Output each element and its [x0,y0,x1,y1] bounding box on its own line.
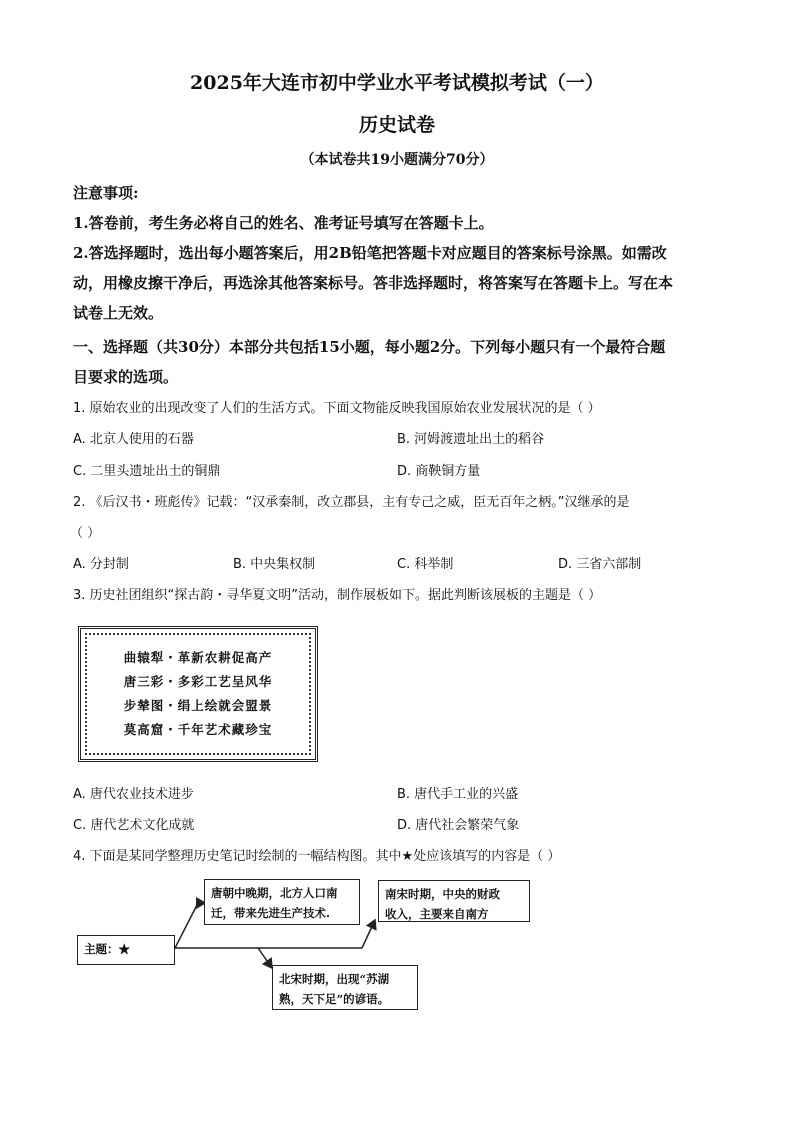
question-2-stem: 2. 《后汉书・班彪传》记载：“汉承秦制，改立郡县，主有专己之威，臣无百年之柄。”汉继承的是 [73,495,630,510]
section-line-1: 一、选择题（共30分）本部分共包括15小题，每小题2分。下列每小题只有一个最符合题 [73,338,666,356]
tang-line-1: 唐朝中晚期，北方人口南 [211,886,338,900]
notes-item-2-line-3: 试卷上无效。 [73,304,164,322]
question-3-option-b: B. 唐代手工业的兴盛 [397,787,519,802]
southern-song-box [378,880,530,922]
question-1-option-b: B. 河姆渡遗址出土的稻谷 [397,432,545,447]
question-2-option-b: B. 中央集权制 [233,557,316,572]
question-3-stem: 3. 历史社团组织“探古韵・寻华夏文明”活动，制作展板如下。据此判断该展板的主题是（ ） [73,588,602,603]
southern-song-line-2: 收入，主要来自南方 [385,907,489,921]
question-3-option-c: C. 唐代艺术文化成就 [73,818,195,833]
section-line-2: 目要求的选项。 [73,368,179,386]
exam-subject: 历史试卷 [358,114,435,136]
question-3-option-a: A. 唐代农业技术进步 [73,787,194,802]
northern-song-box [272,965,418,1010]
tang-dynasty-box [204,879,360,925]
tang-line-2: 迁，带来先进生产技术. [211,906,331,920]
question-4-stem: 4. 下面是某同学整理历史笔记时绘制的一幅结构图。其中★处应该填写的内容是（ ） [73,849,561,864]
notes-item-2-line-2: 动，用橡皮擦干净后，再选涂其他答案标号。答非选择题时，将答案写在答题卡上。写在本 [73,274,674,292]
question-1-option-a: A. 北京人使用的石器 [73,432,194,447]
notes-heading: 注意事项: [73,184,139,202]
board-line-4: 莫高窟・千年艺术藏珍宝 [123,722,273,737]
question-2-option-c: C. 科举制 [397,557,454,572]
question-1-stem: 1. 原始农业的出现改变了人们的生活方式。下面文物能反映我国原始农业发展状况的是（ ） [73,401,601,416]
exam-note: （本试卷共19小题满分70分） [300,152,494,168]
board-line-2: 唐三彩・多彩工艺呈风华 [123,674,273,689]
question-1-option-d: D. 商鞅铜方量 [397,464,481,479]
board-line-3: 步辇图・绢上绘就会盟景 [123,698,273,713]
northern-song-line-1: 北宋时期，出现“苏湖 [279,972,390,986]
topic-label: 主题：★ [84,942,130,956]
notes-item-2-line-1: 2.答选择题时，选出每小题答案后，用2B铅笔把答题卡对应题目的答案标号涂黑。如需改 [73,244,667,262]
exam-title: 2025年大连市初中学业水平考试模拟考试（一） [190,72,604,94]
question-1-option-c: C. 二里头遗址出土的铜鼎 [73,464,221,479]
northern-song-line-2: 熟，天下足”的谚语。 [279,992,390,1006]
southern-song-line-1: 南宋时期，中央的财政 [385,887,500,901]
question-2-option-d: D. 三省六部制 [558,557,642,572]
question-2-option-a: A. 分封制 [73,557,129,572]
board-line-1: 曲辕犁・革新农耕促高产 [123,650,273,665]
notes-item-1: 1.答卷前，考生务必将自己的姓名、准考证号填写在答题卡上。 [73,214,494,232]
question-2-blank: （ ） [70,526,101,541]
topic-box [77,935,175,965]
question-3-option-d: D. 唐代社会繁荣气象 [397,818,520,833]
